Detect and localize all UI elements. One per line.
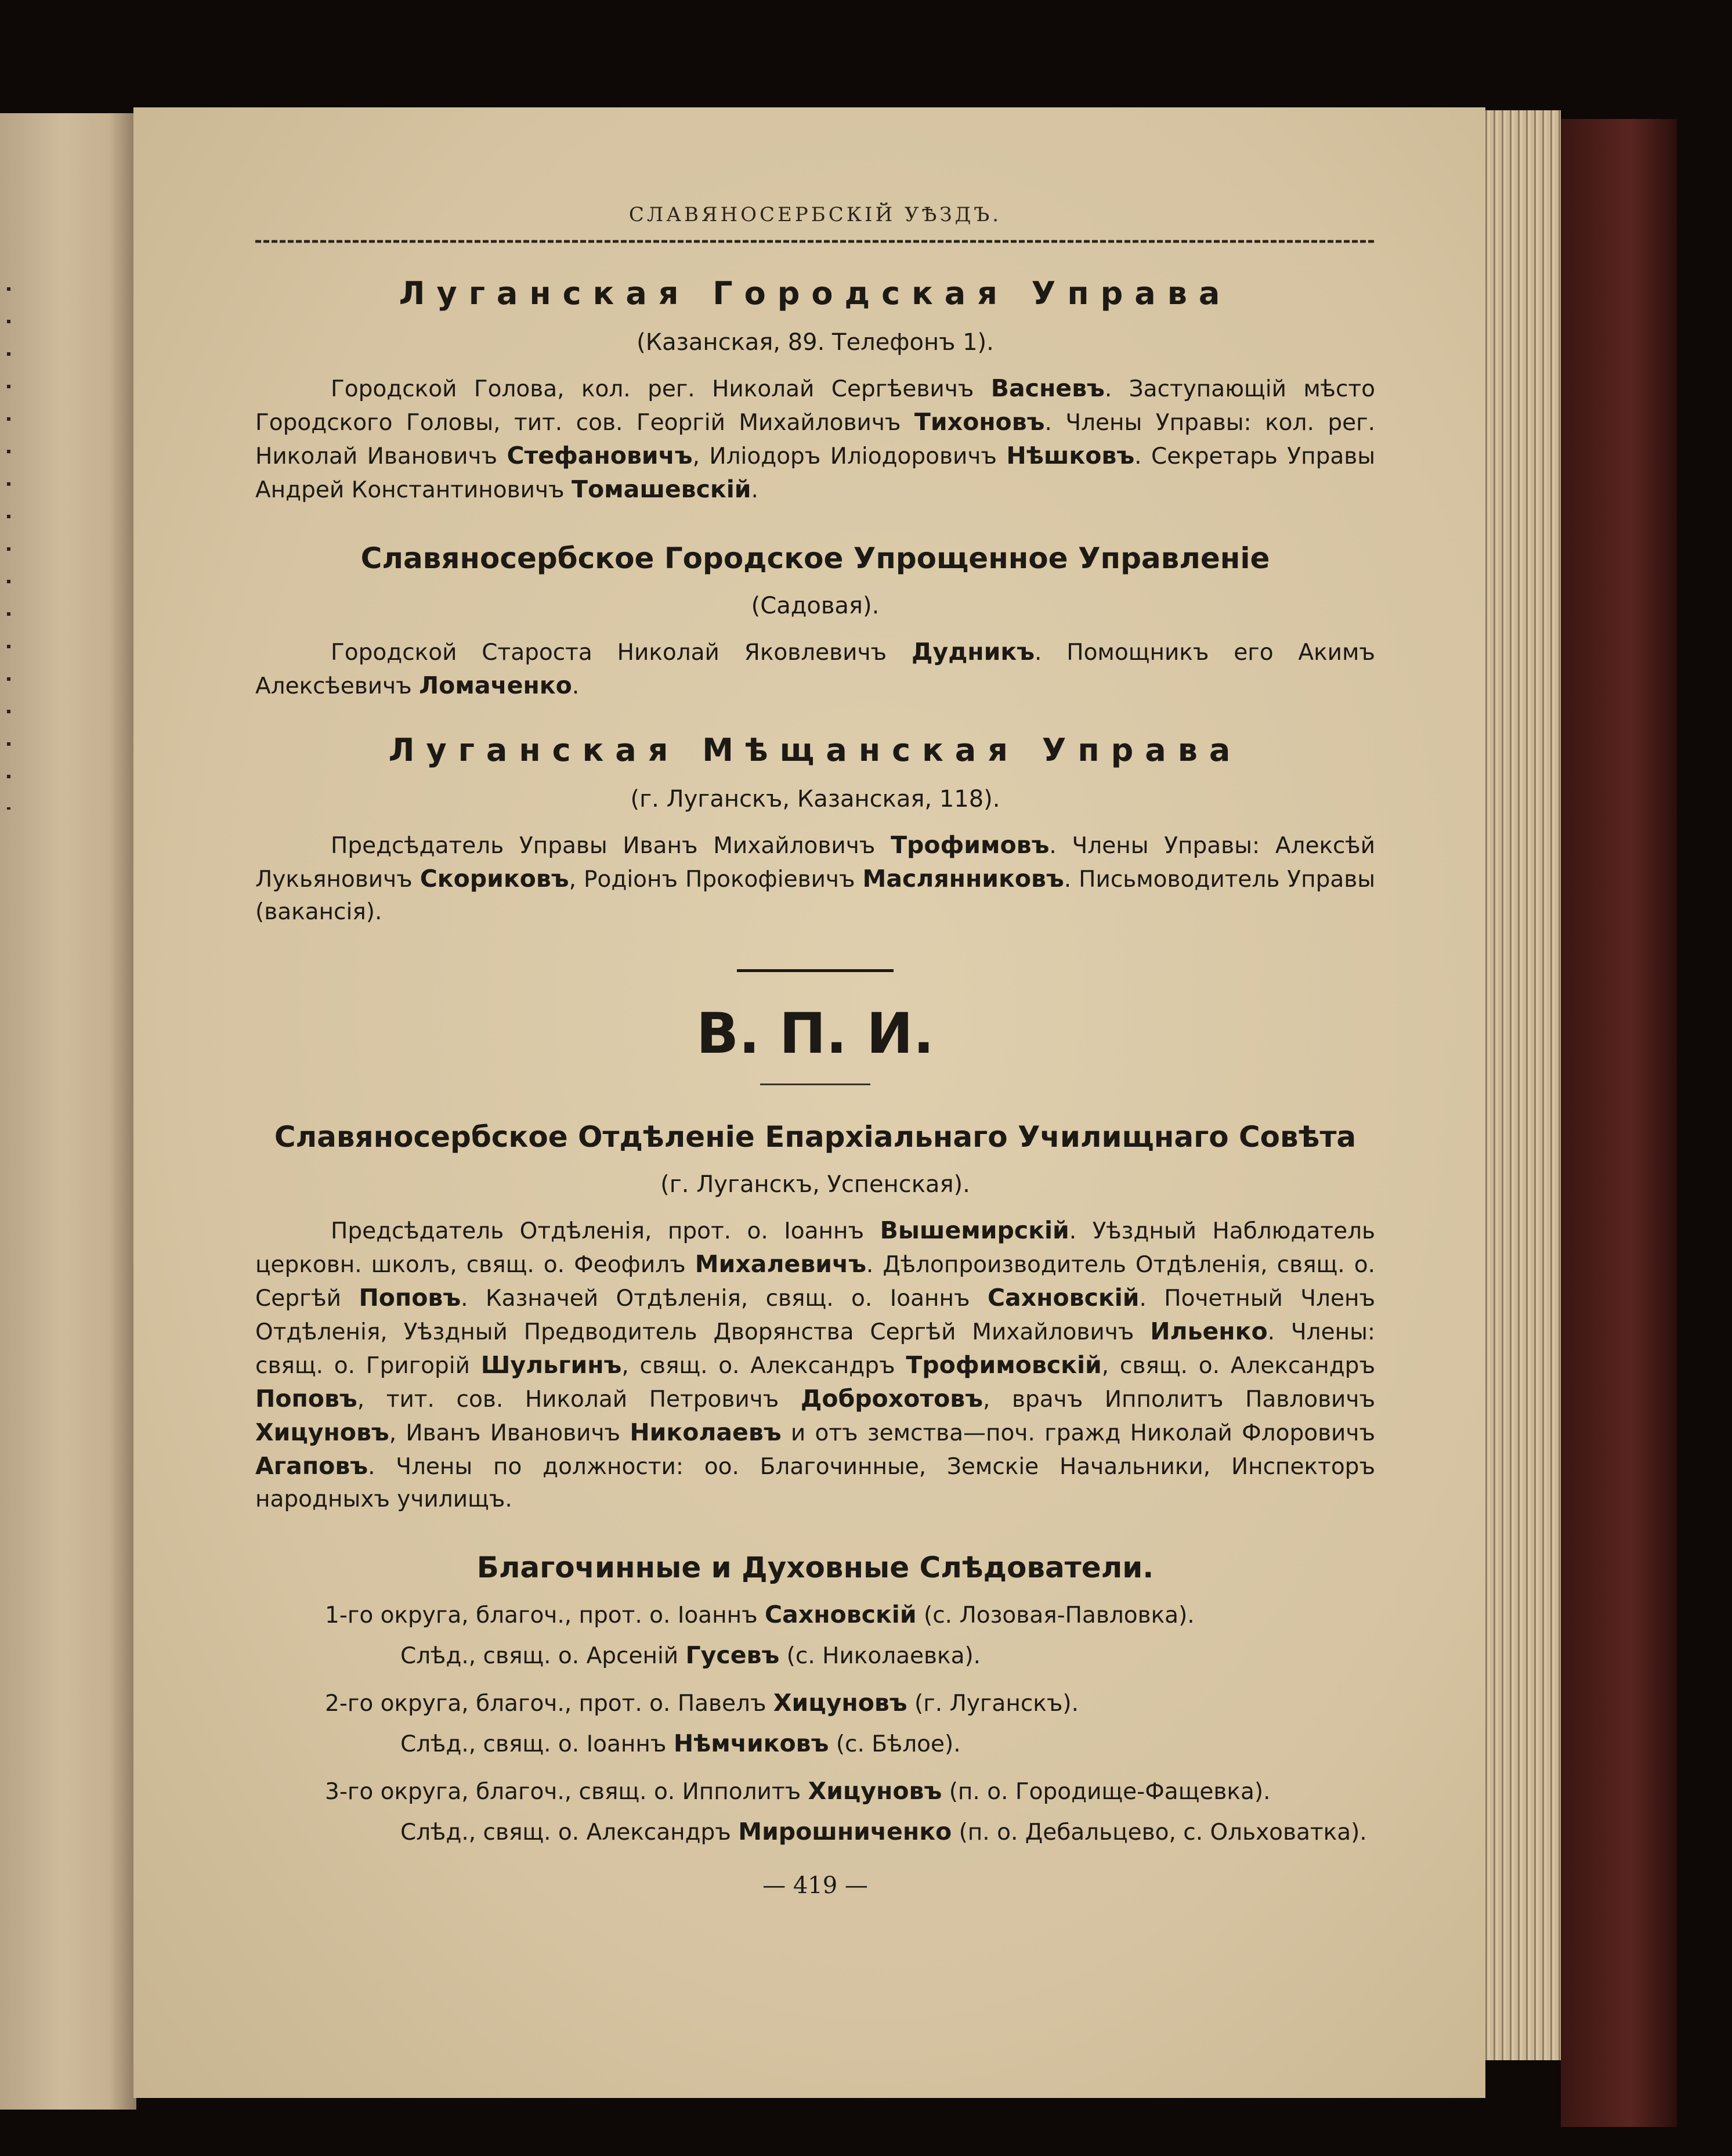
- wavy-rule: [255, 237, 1375, 246]
- investigator-entry: Слѣд., свящ. о. Арсеній Гусевъ (с. Николаевка).: [400, 1641, 981, 1669]
- section-paragraph: Предсѣдатель Отдѣленія, прот. о. Іоаннъ Вышемирскій. Уѣздный Наблюдатель церковн. школъ, свящ. о. Феофилъ Михалевичъ. Дѣлопроизводитель Отдѣленія, свящ. о. Сергѣй Поповъ. Казначей Отдѣленія, свящ. о. Іоаннъ Сахновскій. Почетный Членъ Отдѣленія, Уѣздный Предводитель Дворянства Сергѣй Михайловичъ Ильенко. Члены: свящ. о. Григорій Шульгинъ, свящ. о. Александръ Трофимовскій, свящ. о. Александръ Поповъ, тит. сов. Николай Петровичъ Доброхотовъ, врачъ Ипполитъ Павловичъ Хицуновъ, Иванъ Ивановичъ Николаевъ и отъ земства—поч. гражд Николай Флоровичъ Агаповъ. Члены по должности: оо. Благочинные, Земскіе Начальники, Инспекторъ народныхъ училищъ.: [255, 1216, 1376, 1512]
- section-paragraph: Предсѣдатель Управы Иванъ Михайловичъ Трофимовъ. Члены Управы: Алексѣй Лукьяновичъ Скориковъ, Родіонъ Прокофіевичъ Маслянниковъ. Письмоводитель Управы (вакансія).: [255, 831, 1375, 925]
- running-head: СЛАВЯНОСЕРБСКІЙ УѢЗДЪ.: [628, 203, 1002, 226]
- section-paragraph: Городской Голова, кол. рег. Николай Сергѣевичъ Васневъ. Заступающій мѣсто Городского Головы, тит. сов. Георгій Михайловичъ Тихоновъ. Члены Управы: кол. рег. Николай Ивановичъ Стефановичъ, Иліодоръ Иліодоровичъ Нѣшковъ. Секретарь Управы Андрей Константиновичъ Томашевскій.: [255, 374, 1376, 503]
- book-cover: [1561, 119, 1677, 2127]
- page-number: — 419 —: [762, 1872, 868, 1899]
- deanery-entry: 2-го округа, благоч., прот. о. Павелъ Хицуновъ (г. Луганскъ).: [325, 1689, 1079, 1717]
- part-heading: В. П. И.: [696, 1001, 935, 1066]
- deanery-entry: 3-го округа, благоч., свящ. о. Ипполитъ Хицуновъ (п. о. Городище-Фащевка).: [325, 1777, 1271, 1805]
- section-divider: [737, 969, 894, 972]
- section-address: (Казанская, 89. Телефонъ 1).: [637, 329, 994, 356]
- left-page-marks: [7, 287, 10, 810]
- section-title: Луганская Городская Управа: [399, 275, 1232, 312]
- section-title: Луганская Мѣщанская Управа: [388, 732, 1242, 768]
- book-page: [133, 107, 1485, 2098]
- investigator-entry: Слѣд., свящ. о. Александръ Мирошниченко (п. о. Дебальцево, с. Ольховатка).: [400, 1818, 1367, 1846]
- section-title: Славяносербское Городское Упрощенное Управленіе: [360, 541, 1270, 575]
- section-paragraph: Городской Староста Николай Яковлевичъ Дудникъ. Помощникъ его Акимъ Алексѣевичъ Ломаченко.: [255, 638, 1375, 699]
- deanery-entry: 1-го округа, благоч., прот. о. Іоаннъ Сахновскій (с. Лозовая-Павловка).: [325, 1601, 1195, 1628]
- page-stack-edges: [1474, 110, 1561, 2060]
- section-address: (г. Луганскъ, Успенская).: [660, 1171, 970, 1198]
- heading-underline: [760, 1084, 870, 1085]
- section-address: (Садовая).: [751, 593, 880, 619]
- section-title: Благочинные и Духовные Слѣдователи.: [476, 1551, 1154, 1584]
- investigator-entry: Слѣд., свящ. о. Іоаннъ Нѣмчиковъ (с. Бѣлое).: [400, 1729, 961, 1757]
- left-page-edge: [0, 113, 136, 2110]
- section-address: (г. Луганскъ, Казанская, 118).: [630, 786, 1000, 812]
- section-title: Славяносербское Отдѣленіе Епархіальнаго Училищнаго Совѣта: [274, 1120, 1357, 1154]
- page-content: [255, 203, 1375, 1899]
